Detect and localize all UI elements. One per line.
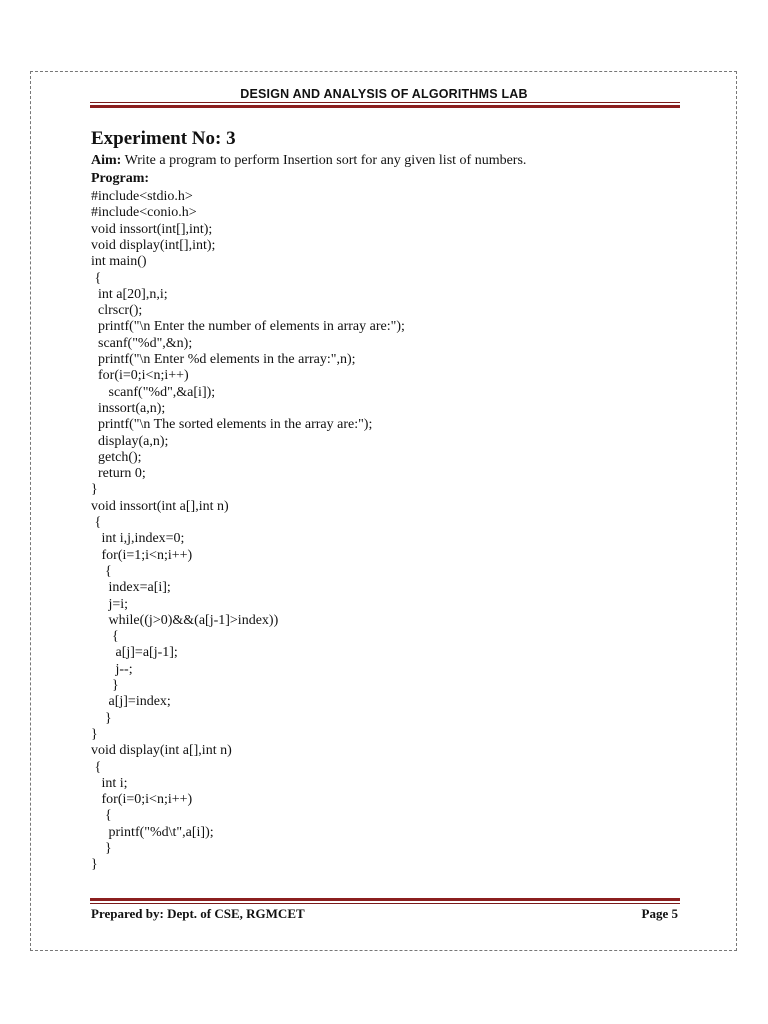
footer-rule-thick bbox=[90, 898, 680, 901]
footer-rule-thin bbox=[90, 903, 680, 904]
header-title: DESIGN AND ANALYSIS OF ALGORITHMS LAB bbox=[240, 87, 528, 101]
code-line: printf("\n The sorted elements in the array are:"); bbox=[91, 417, 373, 433]
code-line: { bbox=[91, 563, 112, 579]
code-line: j=i; bbox=[91, 596, 129, 612]
code-line: while((j>0)&&(a[j-1]>index)) bbox=[91, 612, 279, 628]
code-line: } bbox=[91, 857, 98, 873]
code-line: printf("\n Enter the number of elements in array are:"); bbox=[91, 319, 405, 335]
code-line: int i,j,index=0; bbox=[91, 531, 185, 547]
code-line: index=a[i]; bbox=[91, 580, 171, 596]
experiment-title: Experiment No: 3 bbox=[91, 128, 236, 149]
code-line: { bbox=[91, 629, 119, 645]
code-line: return 0; bbox=[91, 466, 146, 482]
code-line: } bbox=[91, 841, 112, 856]
code-line: } bbox=[91, 678, 119, 693]
code-line: } bbox=[91, 482, 98, 498]
code-line: int main() bbox=[91, 254, 147, 270]
code-line: a[j]=index; bbox=[91, 694, 171, 710]
code-line: for(i=1;i<n;i++) bbox=[91, 547, 193, 563]
code-line: getch(); bbox=[91, 449, 142, 465]
code-line: } bbox=[91, 710, 112, 726]
code-line: for(i=0;i<n;i++) bbox=[91, 792, 193, 808]
code-line: clrscr(); bbox=[91, 303, 143, 319]
code-line: printf("%d\t",a[i]); bbox=[91, 824, 214, 840]
code-line: #include<conio.h> bbox=[91, 205, 197, 221]
header-rule-thick bbox=[90, 105, 680, 108]
code-line: { bbox=[91, 808, 112, 824]
code-line: int a[20],n,i; bbox=[91, 286, 168, 302]
code-line: #include<stdio.h> bbox=[91, 189, 193, 204]
header-rule-thin bbox=[90, 102, 680, 103]
code-line: printf("\n Enter %d elements in the array:",n); bbox=[91, 352, 356, 367]
code-line: for(i=0;i<n;i++) bbox=[91, 368, 189, 384]
code-line: void inssort(int[],int); bbox=[91, 221, 213, 237]
code-line: scanf("%d",&a[i]); bbox=[91, 384, 216, 400]
code-line: { bbox=[91, 515, 102, 530]
aim-text: Write a program to perform Insertion sort for any given list of numbers. bbox=[121, 153, 527, 168]
code-line: inssort(a,n); bbox=[91, 400, 166, 416]
aim-line bbox=[91, 152, 526, 169]
code-line: a[j]=a[j-1]; bbox=[91, 645, 178, 661]
code-line: void inssort(int a[],int n) bbox=[91, 498, 229, 514]
code-line: int i; bbox=[91, 775, 128, 791]
code-line: void display(int[],int); bbox=[91, 237, 216, 253]
aim-label: Aim: bbox=[91, 153, 122, 168]
footer-prepared-by: Prepared by: Dept. of CSE, RGMCET bbox=[91, 906, 305, 921]
code-line: scanf("%d",&n); bbox=[91, 335, 193, 351]
code-line: { bbox=[91, 270, 102, 286]
footer-page-number: Page 5 bbox=[641, 906, 678, 921]
program-label: Program: bbox=[91, 171, 150, 186]
code-line: void display(int a[],int n) bbox=[91, 743, 232, 759]
code-line: } bbox=[91, 726, 98, 742]
code-line: { bbox=[91, 759, 102, 775]
code-line: display(a,n); bbox=[91, 433, 169, 449]
code-line: j--; bbox=[91, 661, 133, 677]
